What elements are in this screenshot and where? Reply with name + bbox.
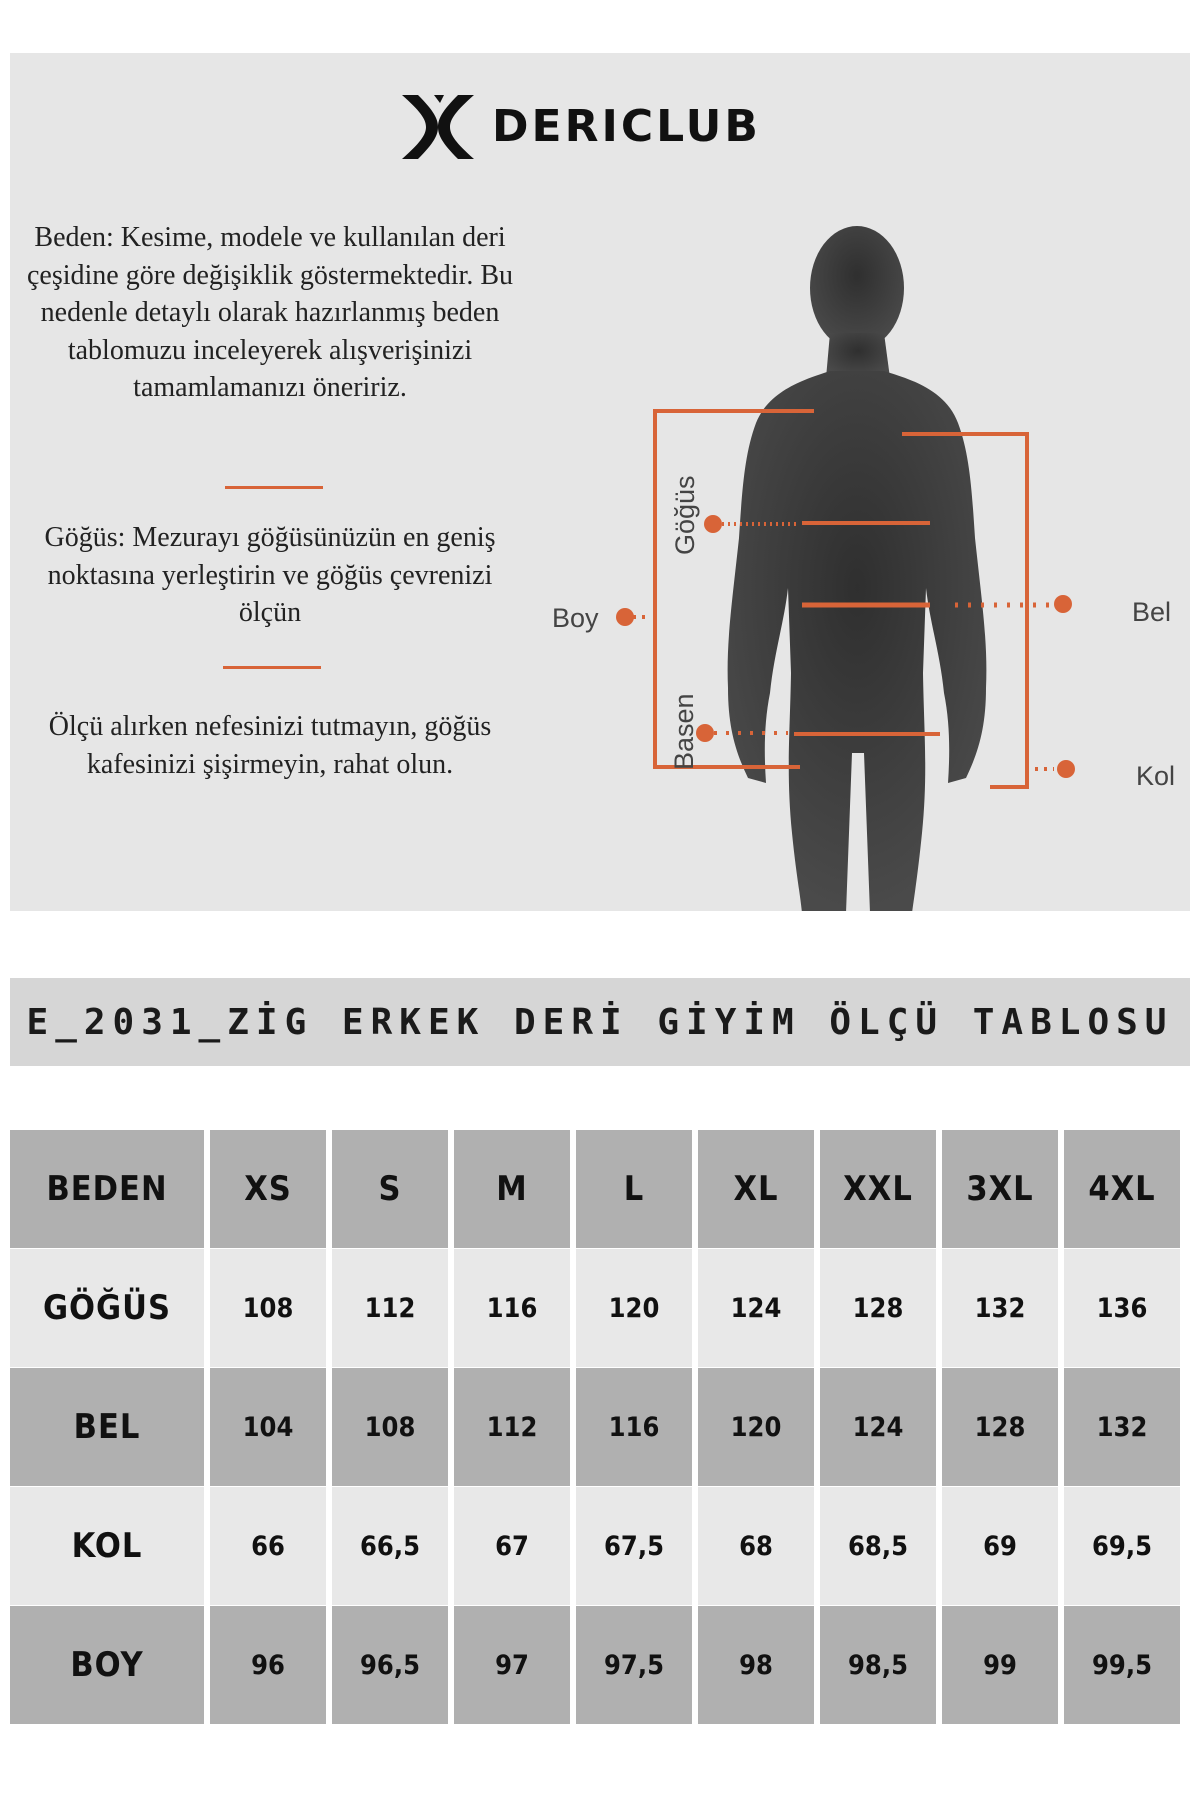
table-cell: 132 [942, 1249, 1058, 1367]
size-header-xs: XS [210, 1130, 326, 1248]
table-cell: 68 [698, 1487, 814, 1605]
height-label: Boy [552, 603, 599, 633]
table-cell: 67,5 [576, 1487, 692, 1605]
waist-label: Bel [1132, 597, 1172, 627]
table-cell: 96 [210, 1606, 326, 1724]
size-header-m: M [454, 1130, 570, 1248]
breathing-tip-paragraph: Ölçü alırken nefesinizi tutmayın, göğüs kafesinizi şişirmeyin, rahat olun. [48, 711, 492, 780]
table-cell: 68,5 [820, 1487, 936, 1605]
divider [225, 486, 323, 489]
table-cell: 66 [210, 1487, 326, 1605]
table-cell: 112 [454, 1368, 570, 1486]
table-cell: 104 [210, 1368, 326, 1486]
table-cell: 124 [698, 1249, 814, 1367]
chest-instruction-paragraph: Göğüs: Mezurayı göğüsünüzün en geniş noktasına yerleştirin ve göğüs çevrenizi ölçün [44, 522, 496, 628]
size-chart-title: E_2031_ZİG ERKEK DERİ GİYİM ÖLÇÜ TABLOSU [26, 1001, 1174, 1043]
brand-name: DERICLUB [492, 101, 761, 152]
table-cell: 136 [1064, 1249, 1180, 1367]
row-label-bel: BEL [10, 1368, 204, 1486]
table-cell: 120 [576, 1249, 692, 1367]
hip-label: Basen [669, 693, 699, 770]
table-cell: 69 [942, 1487, 1058, 1605]
table-cell: 69,5 [1064, 1487, 1180, 1605]
table-cell: 116 [454, 1249, 570, 1367]
table-header-label: BEDEN [10, 1130, 204, 1248]
table-cell: 97,5 [576, 1606, 692, 1724]
size-header-3xl: 3XL [942, 1130, 1058, 1248]
table-cell: 132 [1064, 1368, 1180, 1486]
table-cell: 128 [942, 1368, 1058, 1486]
row-label-kol: KOL [10, 1487, 204, 1605]
size-header-xxl: XXL [820, 1130, 936, 1248]
man-silhouette [728, 226, 987, 911]
table-cell: 108 [332, 1368, 448, 1486]
table-cell: 128 [820, 1249, 936, 1367]
table-cell: 116 [576, 1368, 692, 1486]
brand-logo [400, 93, 820, 161]
size-header-4xl: 4XL [1064, 1130, 1180, 1248]
table-cell: 124 [820, 1368, 936, 1486]
fit-info-paragraph: Beden: Kesime, modele ve kullanılan deri çeşidine göre değişiklik göstermektedir. Bu nedenle detaylı olarak hazırlanmış beden tablomuzu inceleyerek alışverişinizi tamamlamanızı öneririz. [26, 222, 513, 403]
body-measurement-figure [530, 193, 1190, 911]
dericlub-logo-mark-icon [400, 93, 476, 161]
table-cell: 96,5 [332, 1606, 448, 1724]
size-header-l: L [576, 1130, 692, 1248]
row-label-boy: BOY [10, 1606, 204, 1724]
table-cell: 112 [332, 1249, 448, 1367]
chest-label: Göğüs [670, 475, 700, 555]
row-label-göğüs: GÖĞÜS [10, 1249, 204, 1367]
size-header-xl: XL [698, 1130, 814, 1248]
sleeve-label: Kol [1136, 761, 1176, 791]
table-cell: 99,5 [1064, 1606, 1180, 1724]
size-header-s: S [332, 1130, 448, 1248]
size-chart-title-bar [10, 978, 1190, 1066]
table-cell: 97 [454, 1606, 570, 1724]
table-cell: 99 [942, 1606, 1058, 1724]
table-cell: 98 [698, 1606, 814, 1724]
divider [223, 666, 321, 669]
table-cell: 98,5 [820, 1606, 936, 1724]
measurement-guide-panel [10, 53, 1190, 911]
table-cell: 66,5 [332, 1487, 448, 1605]
table-cell: 67 [454, 1487, 570, 1605]
table-cell: 120 [698, 1368, 814, 1486]
size-table [10, 1130, 1190, 1724]
table-cell: 108 [210, 1249, 326, 1367]
